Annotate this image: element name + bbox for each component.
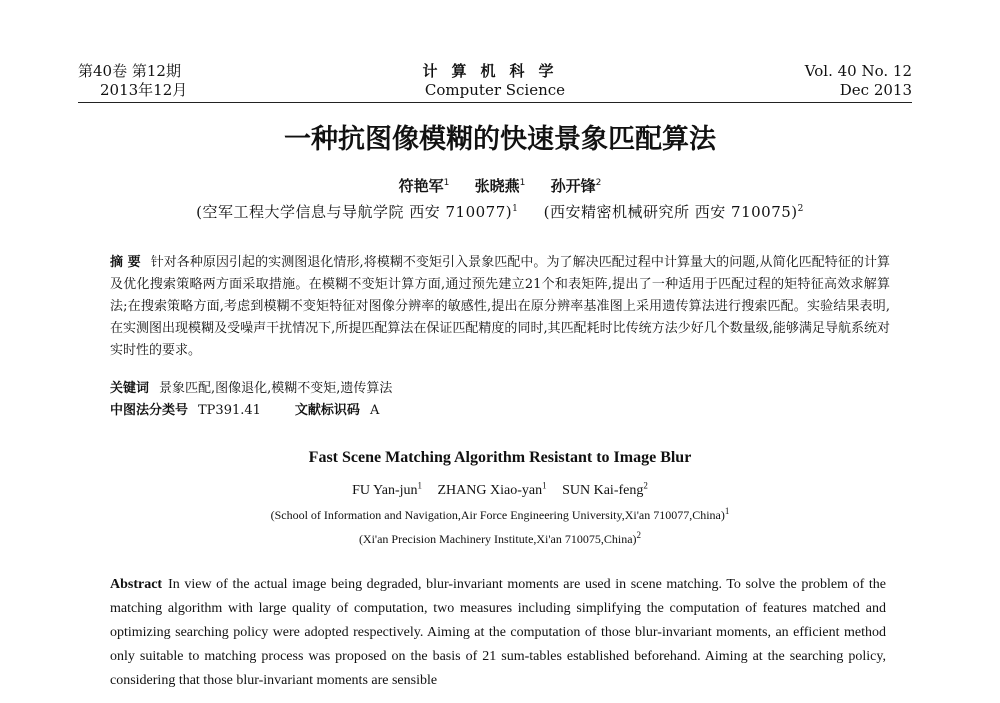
author-cn: 孙开锋$^2$ [550,177,602,195]
affiliation-cn-2: (西安精密机械研究所 西安 710075)$^2$ [543,203,804,221]
author-cn: 符艳军$^1$ [398,177,450,195]
affiliation-en-1: (School of Information and Navigation,Air Force Engineering University,Xi'an 710077,China)$^1$ [270,506,730,522]
authors-en [0,480,1000,499]
keywords-cn [110,378,392,400]
paper-title-cn: 一种抗图像模糊的快速景象匹配算法 [284,124,716,155]
affiliation-cn-1: (空军工程大学信息与导航学院 西安 710077)$^1$ [196,203,519,221]
authors-cn [0,175,1000,196]
volume-en: Vol. 40 No. 12 [804,62,912,80]
paper-title-en: Fast Scene Matching Algorithm Resistant to Image Blur [308,449,692,466]
abstract-en-label: Abstract [110,577,163,592]
classification [110,400,379,422]
date-cn: 2013年12月 [100,81,188,99]
abstract-cn-label: 摘 要 [110,255,141,270]
author-en: ZHANG Xiao-yan$^1$ [437,480,547,498]
abstract-cn [110,252,890,362]
classification-value: TP391.41 [198,403,261,418]
abstract-en-text: In view of the actual image being degraded, blur-invariant moments are used in scene matching. To solve the problem of the matching algorithm with large quality of computation, two measures including simplifying the computation of features matched and optimizing searching policy were adopted respectively. Aiming at the computation of those blur-invariant moments, an efficient method only suitable to matching process was proposed on the basis of 21 sum-tables established beforehand. Aiming at the searching policy, considering that those blur-invariant moments are sensible [110,577,886,688]
keywords-cn-label: 关键词 [110,381,150,396]
affiliations-cn [0,201,1000,222]
author-en: SUN Kai-feng$^2$ [562,480,648,498]
abstract-en [110,573,886,693]
journal-name-cn: 计算机科学 [422,62,568,80]
author-cn: 张晓燕$^1$ [474,177,526,195]
author-en: FU Yan-jun$^1$ [352,480,422,498]
abstract-cn-text: 针对各种原因引起的实测图退化情形,将模糊不变矩引入景象匹配中。为了解决匹配过程中计算量大的问题,从简化匹配特征的计算及优化搜索策略两方面采取措施。在模糊不变矩计算方面,通过预先建立21个和表矩阵,提出了一种适用于匹配过程的矩特征高效求解算法;在搜索策略方面,考虑到模糊不变矩特征对图像分辨率的敏感性,提出在原分辨率基准图上采用遗传算法进行搜索匹配。实验结果表明,在实测图出现模糊及受噪声干扰情况下,所提匹配算法在保证匹配精度的同时,其匹配耗时比传统方法少好几个数量级,能够满足导航系统对实时性的要求。 [110,255,890,358]
date-en: Dec 2013 [839,81,912,99]
journal-name-en: Computer Science [424,81,566,99]
affiliation-en-2: (Xi'an Precision Machinery Institute,Xi'an 710075,China)$^2$ [358,530,642,546]
keywords-cn-text: 景象匹配,图像退化,模糊不变矩,遗传算法 [159,381,393,396]
volume-cn: 第40卷 第12期 [78,62,181,80]
journal-header [78,62,912,103]
doc-code-label: 文献标识码 [294,403,360,418]
classification-label: 中图法分类号 [110,403,189,418]
doc-code-value: A [369,403,380,418]
header-right [805,62,912,100]
header-center [78,62,912,100]
